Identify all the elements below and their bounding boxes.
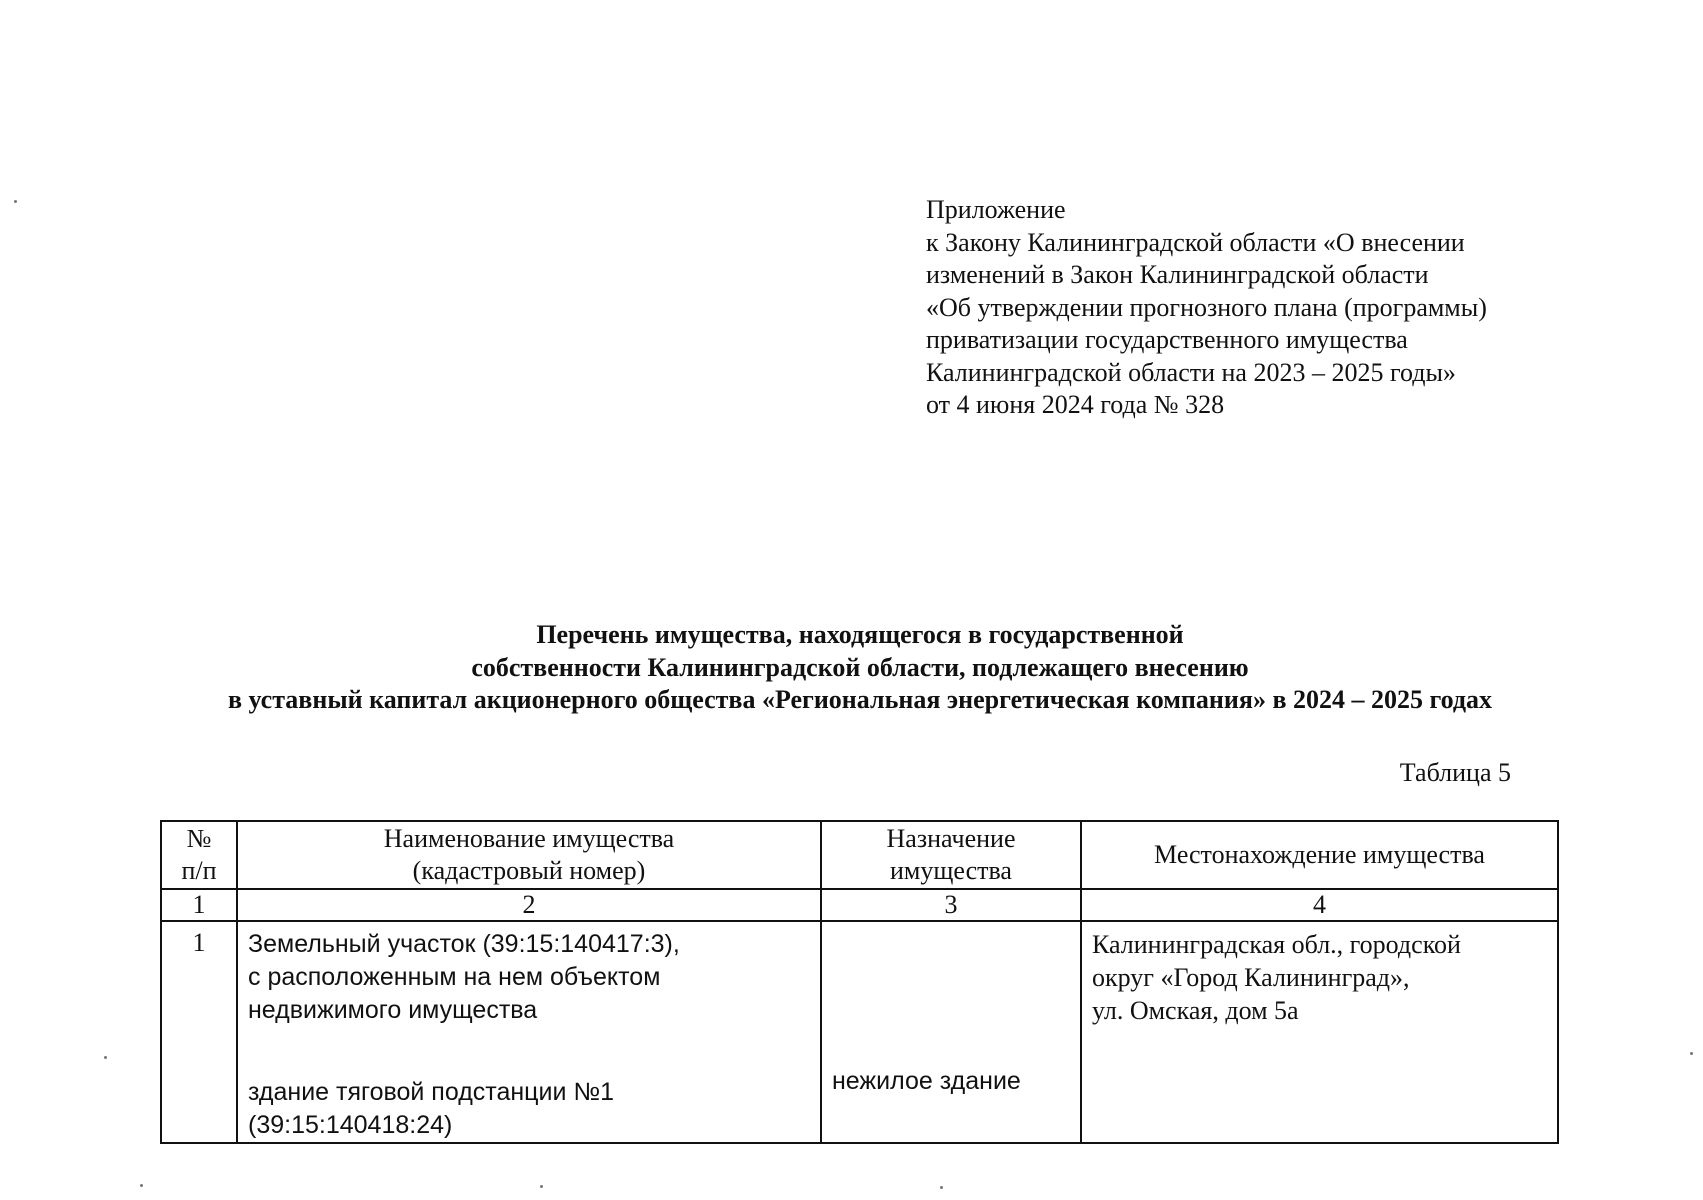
property-name-cell (237, 921, 821, 1143)
header-text: (кадастровый номер) (412, 856, 646, 885)
property-name-line: Земельный участок (39:15:140417:3), (248, 930, 680, 958)
header-cell-name (237, 821, 821, 889)
header-cell-purpose (821, 821, 1081, 889)
appendix-line: к Закону Калининградской области «О внесении (926, 227, 1465, 257)
header-text: п/п (181, 856, 217, 885)
row-number: 1 (192, 928, 206, 957)
scan-speck (140, 1184, 143, 1187)
row-number-cell (161, 921, 237, 1143)
table-header-row (161, 821, 1558, 889)
column-number: 1 (161, 889, 237, 921)
scan-speck (14, 200, 17, 203)
object-name-line: здание тяговой подстанции №1 (248, 1078, 615, 1106)
location-line: Калининградская обл., городской (1092, 930, 1461, 959)
header-text: Назначение (886, 824, 1016, 853)
header-text: № (186, 824, 212, 853)
header-cell-number (161, 821, 237, 889)
appendix-note (926, 194, 1626, 422)
table-row (161, 921, 1558, 1143)
appendix-line: от 4 июня 2024 года № 328 (926, 390, 1225, 419)
purpose-text: нежилое здание (832, 1067, 1021, 1095)
property-table (160, 820, 1559, 1144)
property-location (1082, 922, 1557, 1027)
title-line: собственности Калининградской области, подлежащего внесению (471, 652, 1249, 682)
header-text: имущества (890, 856, 1012, 885)
property-name-line: недвижимого имущества (248, 996, 538, 1024)
scan-speck (104, 1056, 107, 1059)
title-line: в уставный капитал акционерного общества «Региональная энергетическая компания» в 2024 – 2025 годах (227, 685, 1493, 714)
property-name-line: с расположенным на нем объектом (248, 963, 661, 991)
appendix-line: приватизации государственного имущества (926, 325, 1408, 354)
appendix-line: Калининградской области на 2023 – 2025 годы» (926, 357, 1456, 387)
scan-speck (1690, 1052, 1693, 1055)
location-line: ул. Омская, дом 5а (1092, 996, 1299, 1025)
table-caption: Таблица 5 (1399, 758, 1511, 787)
spacer (248, 1027, 810, 1076)
property-location-cell (1081, 921, 1558, 1143)
scan-speck (940, 1186, 943, 1189)
object-name-line: (39:15:140418:24) (248, 1111, 453, 1139)
location-line: округ «Город Калининград», (1092, 963, 1410, 992)
header-cell-location (1081, 821, 1558, 889)
column-number-row (161, 889, 1558, 921)
column-number: 4 (1081, 889, 1558, 921)
property-name (238, 922, 820, 1142)
column-number: 2 (237, 889, 821, 921)
scan-speck (540, 1185, 543, 1188)
title-line: Перечень имущества, находящегося в государственной (536, 620, 1184, 649)
column-number: 3 (821, 889, 1081, 921)
appendix-line: «Об утверждении прогнозного плана (программы) (926, 292, 1487, 322)
document-title (150, 619, 1570, 717)
spacer (832, 922, 1070, 1065)
header-text: Наименование имущества (383, 824, 675, 853)
property-purpose-cell (821, 921, 1081, 1143)
header-text: Местонахождение имущества (1154, 840, 1485, 869)
property-purpose (822, 922, 1080, 1098)
appendix-line: изменений в Закон Калининградской области (926, 260, 1429, 289)
appendix-line: Приложение (926, 195, 1066, 224)
